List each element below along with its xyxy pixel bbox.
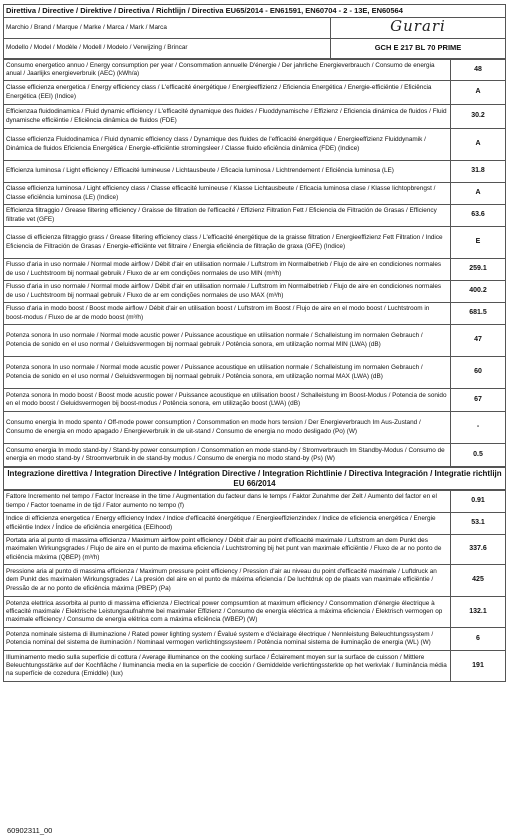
spec-label: Fattore Incremento nel tempo / Factor Increase in the time / Augmentation du facteur dans le temps / Faktor Zunahme der Zelt / Aumento del factor en el tiempo / Factor toename in de tijd / Fator aumento no tempo (f): [4, 491, 451, 513]
spec-label: Consumo energetico annuo / Energy consumption per year / Consommation annuelle D'énergie / Der jahrliche Energieverbrauch / Consumo de energia anual / Jaarlijks energieverbruik (AEC) (kWh/a): [4, 60, 451, 81]
spec-label: Illuminamento medio sulla superficie di cottura / Average illuminance on the cooking surface / Éclairement moyen sur la surface de cuisson / Mittlere Beleuchtungsstärke auf der Kochfläche / Iluminancia media en la superficie de cocción / Gemiddelde verlichtingssterkte op het werkvlak / Iluminância média na superfície de cozedura (Emiddle) (lux): [4, 651, 451, 682]
spec-value: 30.2: [451, 105, 506, 129]
spec-value: 0.5: [451, 444, 506, 467]
spec-value: 53.1: [451, 513, 506, 535]
spec-row: [4, 259, 506, 281]
spec-label: Classe efficienza energetica / Energy efficiency class / L'efficacité énergétique / Energieeffizienz / Eficiencia Energética / Energie-efficiëntie / Eficiência Energética (EEI) (Indice): [4, 81, 451, 105]
model-label: Modello / Model / Modèle / Modell / Modelo / Verwijzing / Brincar: [4, 39, 331, 59]
spec-label: Efficienza luminosa / Light efficiency / Efficacité lumineuse / Lichtausbeute / Eficacia luminosa / Lichtrendement / Eficiência luminosa (LE): [4, 161, 451, 183]
spec-value: 132.1: [451, 597, 506, 628]
model-value: GCH E 217 BL 70 PRIME: [331, 39, 506, 59]
spec-row: [4, 565, 506, 597]
spec-label: Potenza sonora In modo boost / Boost mode acustic power / Puissance acoustique en utilisation boost / Schalleistung im Boost-Modus / Potencia de sonido en el modo boost / Geluidsvermogen bij boost-modus / Potência sonora, em utilização boost (LWA) (dB): [4, 389, 451, 412]
spec-label: Classe efficienza Fluidodinamica / Fluid dynamic efficiency class / Dynamique des fluides de l'efficacité énergétique / Energieeffizienz Fluiddynamik / Dinámica de fluidos Eficiencia Energética / Energie-efficiëntie stromingsleer / Classe fluido eficiência dinâmica (FDE) (Indice): [4, 129, 451, 161]
spec-label: Potenza nominale sistema di illuminazione / Rated power lighting system / Évalué system e d'éclairage électrique / Nennleistung Beleuchtungssystem / Potencia nominal del sistema de iluminación / Nominaal vermogen verlichtingssysteem / Potência nominal sistema de iluminação de energia (WL) (W): [4, 628, 451, 651]
spec-value: A: [451, 183, 506, 205]
spec-row: [4, 183, 506, 205]
spec-label: Classe efficienza luminosa / Light efficiency class / Classe efficacité lumineuse / Klasse Lichtausbeute / Eficacia luminosa clase / Klasse lichtopbrengst / Classe eficiência luminosa (LE) (Indice): [4, 183, 451, 205]
brand-label: Marchio / Brand / Marque / Marke / Marca / Mark / Marca: [4, 18, 331, 39]
integration-section: [3, 467, 506, 490]
spec-row: [4, 281, 506, 303]
brand-value-cell: [331, 18, 506, 39]
spec-row: [4, 444, 506, 467]
spec-row: [4, 535, 506, 565]
spec-label: Indice di efficienza energetica / Energy efficiency Index / Indice d'efficacité énergétique / Energieeffizienzindex / Indice de eficiencia energética / Energie efficiëntie Index / Índice de eficiência energética (EEIhood): [4, 513, 451, 535]
spec-row: [4, 105, 506, 129]
energy-data-table: [3, 59, 506, 467]
brand-logo: Gurari: [390, 17, 446, 35]
spec-row: [4, 81, 506, 105]
spec-row: [4, 227, 506, 259]
spec-value: 191: [451, 651, 506, 682]
spec-row: [4, 129, 506, 161]
spec-row: [4, 389, 506, 412]
spec-row: [4, 412, 506, 444]
spec-row: [4, 628, 506, 651]
spec-value: 48: [451, 60, 506, 81]
spec-label: Classe di efficienza filtraggio grass / Grease filtering efficiency class / L'efficacité énergétique de la graisse filtration / Energieeffizienz Fett Filtration / Indice Eficiencia de Filtración de Grasas / Energie-efficiënte vet filtraire / Energia eficiência de filtração de graxa (GFE) (Indice): [4, 227, 451, 259]
spec-value: A: [451, 129, 506, 161]
spec-row: [4, 325, 506, 357]
spec-label: Flusso d'aria in uso normale / Normal mode airflow / Débit d'air en utilisation normale / Luftstrom im Normalbetrieb / Flujo de aire en condiciones normales de uso / Luchtstroom bij normaal gebruik / Fluxo de ar em condições normales de uso MAX (m³/h): [4, 281, 451, 303]
spec-value: 425: [451, 565, 506, 597]
spec-label: Potenza elettrica assorbita al punto di massima efficienza / Electrical power compsumtion at maximum efficiency / Consommation d'énergie électrique à efficacité maximale / Elektrische Leistungsaufnahme bei maximaler Effizienz / Consumo de energía eléctrica a máxima eficiencia / Elektrisch vermogen op maximale efficiency / Consumo de energia elétrica com a máxima eficiência (WBEP) (W): [4, 597, 451, 628]
brand-row: [4, 18, 506, 39]
spec-label: Efficienzaa fluidodinamica / Fluid dynamic efficiency / L'efficacité dynamique des fluides / Fluoddynamische / Effizienz / Eficiencia dinámica de fluidos / Fluid dynamische efficiëntie / Eficiência dinâmica de fluidos (FDE): [4, 105, 451, 129]
spec-row: [4, 357, 506, 389]
directive-header: Direttiva / Directive / Direktive / Directiva / Richtlijn / Directiva EU65/2014 - EN61591, EN60704 - 2 - 13E, EN60564: [3, 4, 506, 17]
spec-label: Consumo energia In modo spento / Off-mode power consumption / Consommation en mode hors tension / Der Energieverbrauch Im Aus-Zustand / Consumo de energia en modo apagado / Energieverbruik in de uit-stand / Consumo de energia no modo desligado (Po) (W): [4, 412, 451, 444]
model-row: [4, 39, 506, 59]
spec-value: E: [451, 227, 506, 259]
spec-label: Flusso d'aria in uso normale / Normal mode airflow / Débit d'air en utilisation normale / Luftstrom im Normalbetrieb / Flujo de aire en condiciones normales de uso / Luchtstroom bij normaal gebruik / Fluxo de ar em condições normales de uso MIN (m³/h): [4, 259, 451, 281]
spec-value: 60: [451, 357, 506, 389]
spec-value: 259.1: [451, 259, 506, 281]
spec-value: -: [451, 412, 506, 444]
spec-label: Flusso d'aria in modo boost / Boost mode airflow / Débit d'air en utilisation boost / Luftstrom im Boost / Flujo de aire en el modo boost / Luchtstroom in boost-modus / Fluxo de ar de modo boost (m³/h): [4, 303, 451, 325]
spec-value: 0.91: [451, 491, 506, 513]
spec-value: 681.5: [451, 303, 506, 325]
spec-value: 67: [451, 389, 506, 412]
spec-row: [4, 513, 506, 535]
spec-row: [4, 491, 506, 513]
spec-row: [4, 597, 506, 628]
document-code: 60902311_00: [7, 826, 53, 835]
spec-label: Consumo energia In modo stand-by / Stand-by power consumption / Consommation en mode stand-by / Stromverbrauch Im Standby-Modus / Consumo de energia en modo stand-by / Stroomverbruik in de stand-by modus / Consumo de energia no modo stand-by (Ps) (W): [4, 444, 451, 467]
spec-value: 63.6: [451, 205, 506, 227]
spec-value: A: [451, 81, 506, 105]
spec-row: [4, 60, 506, 81]
spec-row: [4, 205, 506, 227]
spec-label: Efficienza filtraggio / Grease filtering efficiency / Graisse de filtration de l'efficacité / Effizienz Filtration Fett / Eficiencia de Filtración de Grasas / Efficiency filtratie vet (GFE): [4, 205, 451, 227]
spec-value: 31.8: [451, 161, 506, 183]
spec-label: Potenza sonora In uso normale / Normal mode acustic power / Puissance acoustique en utilisation normale / Schalleistung im normalen Gebrauch / Potencia de sonido en el uso normal / Geluidsvermogen bij normaal gebruik / Potência sonora, em utilização normal MAX (LWA) (dB): [4, 357, 451, 389]
section-title: Integrazione direttiva / Integration Directive / Intégration Directive / Integration Richtlinie / Directiva Integración / Integratie richtlijn EU 66/2014: [4, 468, 506, 490]
spec-value: 6: [451, 628, 506, 651]
identification-table: [3, 17, 506, 59]
spec-row: [4, 651, 506, 682]
integration-data-table: [3, 490, 506, 682]
spec-label: Pressione aria al punto di massima efficienza / Maximum pressure point efficiency / Pression d'air au niveau du point d'efficacité maximale / Luftdruck an dem Punkt des maximalen Wirkungsgrades / La presión del aire en el punto de máxima eficiencia / De luchtdruk op de plaats van maximale efficiëntie / Pressão de ar no ponto de eficiência máxima (PBEP) (Pa): [4, 565, 451, 597]
spec-row: [4, 303, 506, 325]
spec-value: 400.2: [451, 281, 506, 303]
spec-row: [4, 161, 506, 183]
spec-label: Portata aria al punto di massima efficienza / Maximum airflow point efficiency / Débit d'air au point d'efficacité maximale / Luftstrom an dem Punkt des maximalen Wirkungsgrades / Flujo de aire en el punto de maxima eficiencia / Luchtstroming bij het punt van maximale efficiëntie / Fluxo de ar no ponto de eficiência máxima (QBEP) (m³/h): [4, 535, 451, 565]
spec-value: 47: [451, 325, 506, 357]
spec-label: Potenza sonora In uso normale / Normal mode acustic power / Puissance acoustique en utilisation normale / Schalleistung im normalen Gebrauch / Potencia de sonido en el uso normal / Geluidsvermogen bij normaal gebruik / Potência sonora, em utilização normal MIN (LWA) (dB): [4, 325, 451, 357]
spec-value: 337.6: [451, 535, 506, 565]
